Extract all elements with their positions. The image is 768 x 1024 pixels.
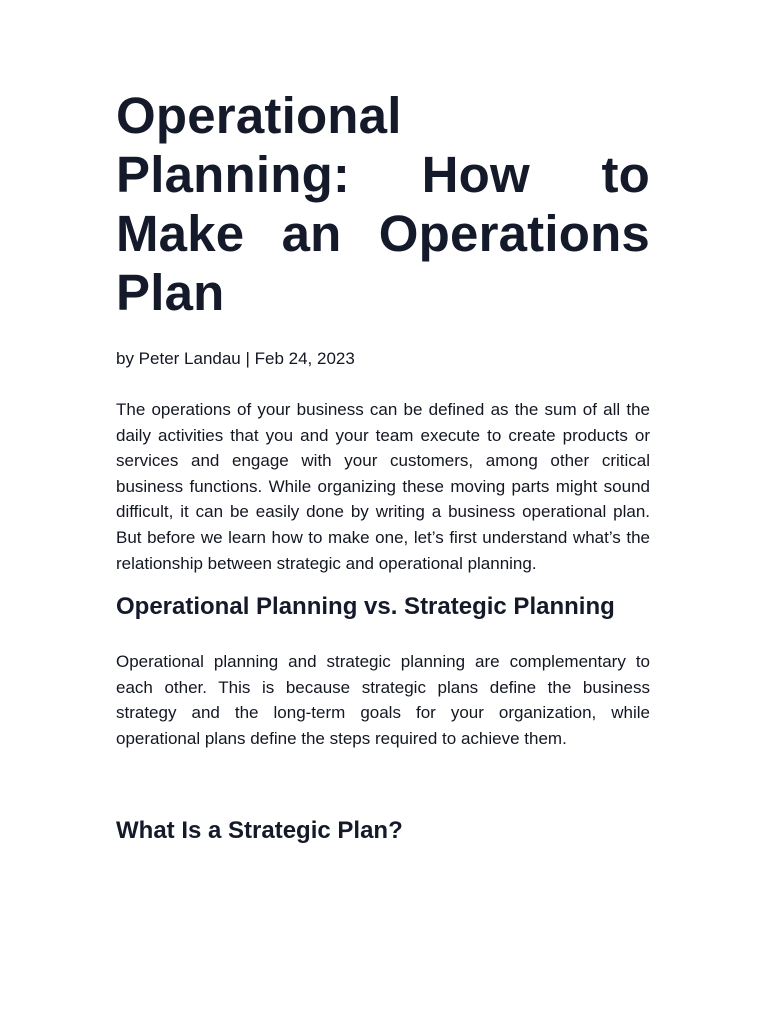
section-heading-operational-vs-strategic: Operational Planning vs. Strategic Planning	[116, 593, 615, 620]
article-title: Operational Planning: How to Make an Operations Plan	[116, 87, 650, 321]
article	[116, 86, 650, 844]
intro-paragraph: The operations of your business can be defined as the sum of all the daily activities that you and your team execute to create products or services and engage with your customers, among other critical business functions. While organizing these moving parts might sound difficult, it can be easily done by writing a business operational plan. But before we learn how to make one, let’s first understand what’s the relationship between strategic and operational planning.	[116, 400, 650, 573]
section-heading-strategic-plan: What Is a Strategic Plan?	[116, 817, 403, 844]
article-byline: by Peter Landau | Feb 24, 2023	[116, 349, 355, 368]
section-paragraph-complementary: Operational planning and strategic planning are complementary to each other. This is because strategic plans define the business strategy and the long-term goals for your organization, while operational plans define the steps required to achieve them.	[116, 652, 650, 748]
